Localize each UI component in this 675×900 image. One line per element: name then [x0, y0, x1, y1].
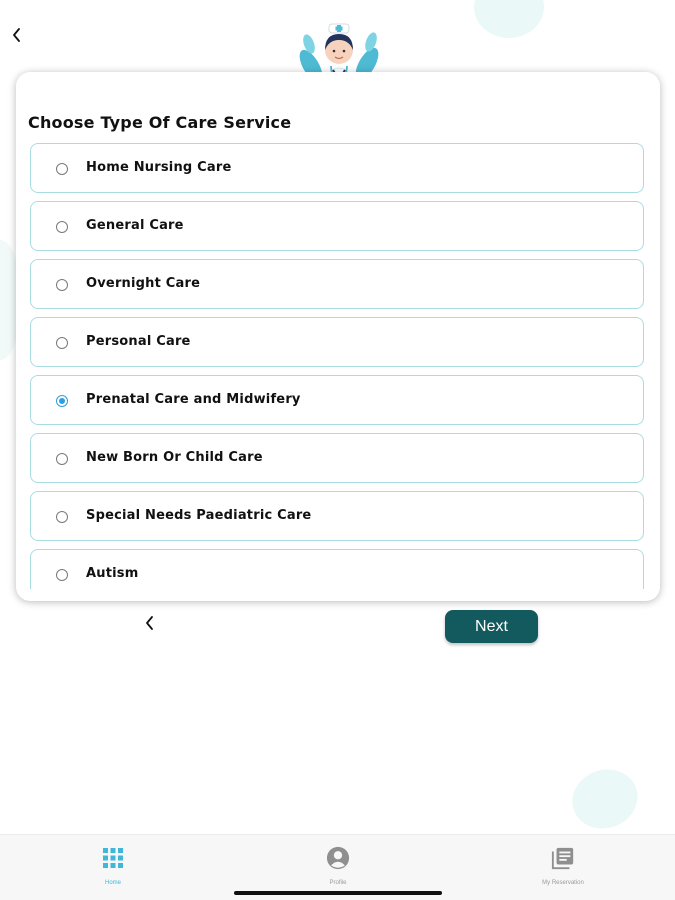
- tab-label: Home: [104, 880, 121, 886]
- radio-button[interactable]: [56, 279, 68, 291]
- option-label: Home Nursing Care: [86, 160, 232, 175]
- care-options-list[interactable]: [30, 143, 646, 589]
- next-button[interactable]: Next: [445, 610, 538, 643]
- tab-label: Profile: [329, 880, 347, 886]
- radio-button[interactable]: [56, 221, 68, 233]
- option-home-nursing-care[interactable]: [30, 143, 644, 193]
- card-title: Choose Type Of Care Service: [28, 113, 292, 132]
- option-label: Autism: [86, 566, 139, 581]
- option-prenatal-care[interactable]: [30, 375, 644, 425]
- radio-button[interactable]: [56, 163, 68, 175]
- option-overnight-care[interactable]: [30, 259, 644, 309]
- option-general-care[interactable]: [30, 201, 644, 251]
- option-label: Overnight Care: [86, 276, 201, 291]
- option-personal-care[interactable]: [30, 317, 644, 367]
- option-label: General Care: [86, 218, 184, 233]
- tab-label: My Reservation: [542, 880, 584, 886]
- chevron-left-icon: [11, 27, 23, 43]
- reservation-icon: [551, 846, 575, 870]
- tab-home[interactable]: [53, 835, 173, 900]
- radio-button-selected[interactable]: [56, 395, 68, 407]
- option-special-needs-paediatric-care[interactable]: [30, 491, 644, 541]
- option-autism[interactable]: [30, 549, 644, 589]
- back-button[interactable]: [6, 22, 28, 48]
- tab-my-reservation[interactable]: [503, 835, 623, 900]
- option-label: Special Needs Paediatric Care: [86, 508, 312, 523]
- background-decoration: [474, 0, 544, 38]
- option-label: New Born Or Child Care: [86, 450, 263, 465]
- option-new-born-child-care[interactable]: [30, 433, 644, 483]
- grid-icon: [101, 846, 125, 870]
- care-service-card: [16, 72, 660, 601]
- radio-button[interactable]: [56, 569, 68, 581]
- home-indicator: [234, 891, 442, 895]
- option-label: Prenatal Care and Midwifery: [86, 392, 301, 407]
- option-label: Personal Care: [86, 334, 191, 349]
- profile-icon: [326, 846, 350, 870]
- radio-button[interactable]: [56, 337, 68, 349]
- radio-button[interactable]: [56, 511, 68, 523]
- background-decoration: [564, 760, 646, 837]
- previous-button[interactable]: [138, 610, 162, 636]
- radio-button[interactable]: [56, 453, 68, 465]
- chevron-left-icon: [144, 615, 156, 631]
